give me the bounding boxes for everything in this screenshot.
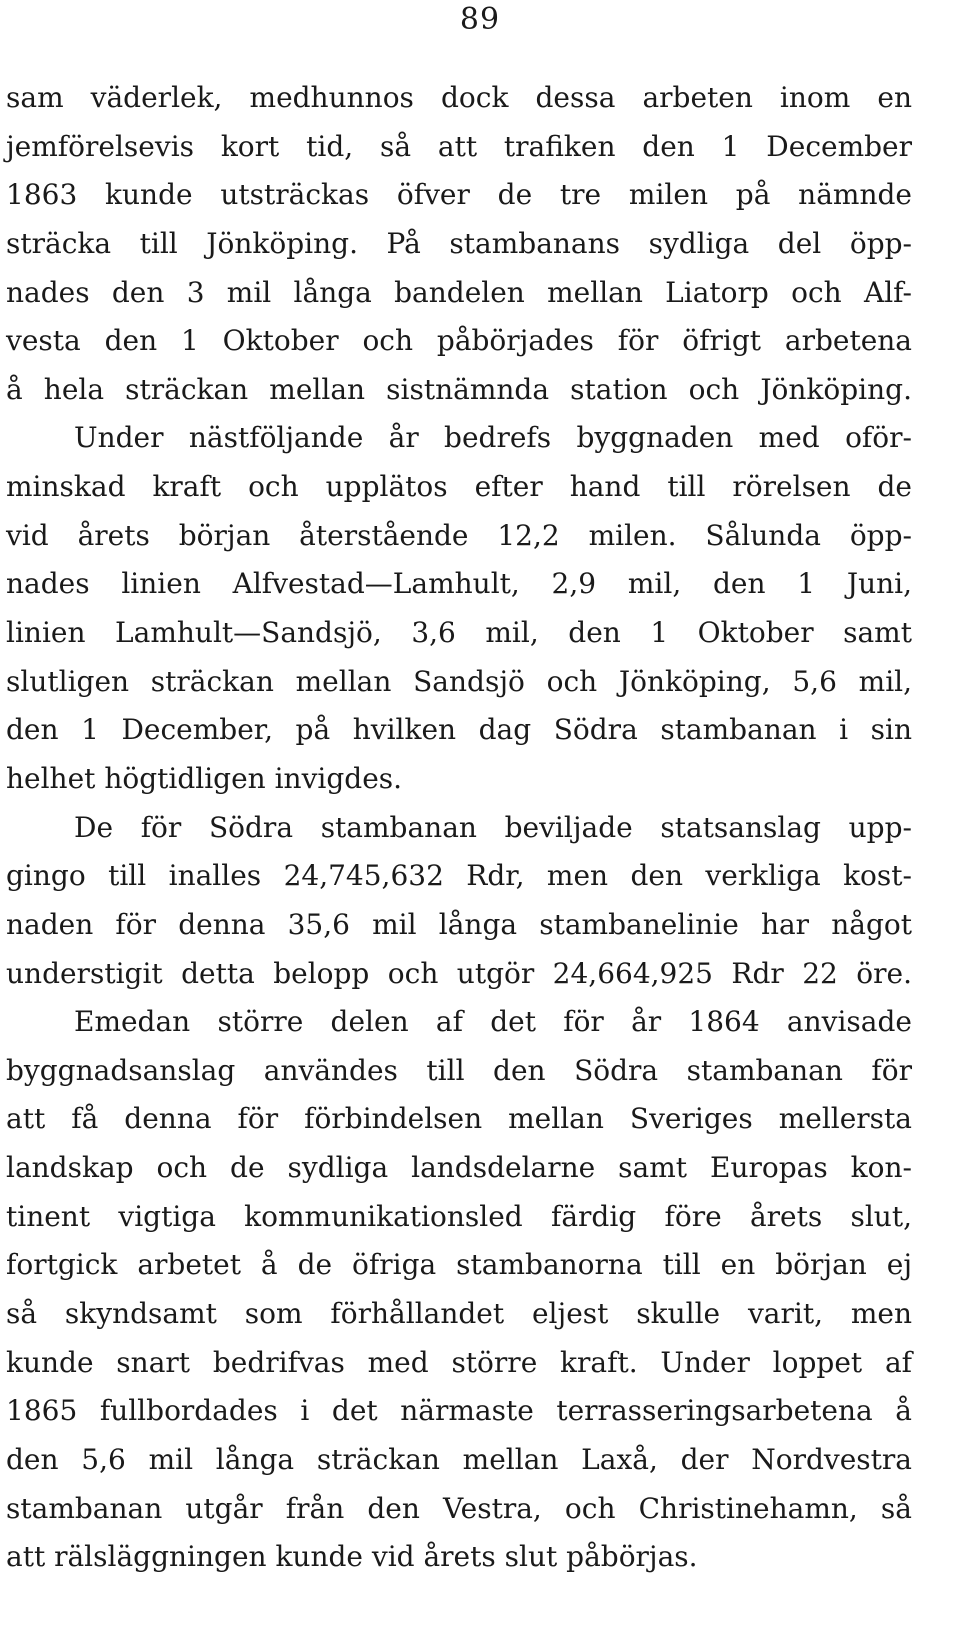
text-line: jemförelsevis kort tid, så att trafiken den 1 December <box>6 129 912 163</box>
text-line: att rälsläggningen kunde vid årets slut påbörjas. <box>6 1540 698 1574</box>
paragraph <box>6 998 912 1582</box>
text-line: fortgick arbetet å de öfriga stambanorna till en början ej <box>6 1248 912 1282</box>
text-line: så skyndsamt som förhållandet eljest skulle varit, men <box>6 1297 912 1331</box>
text-line: 1865 fullbordades i det närmaste terrasseringsarbetena å <box>6 1394 912 1428</box>
text-line: De för Södra stambanan beviljade statsanslag upp- <box>74 810 912 844</box>
body-text <box>6 74 912 1582</box>
text-line: nades den 3 mil långa bandelen mellan Liatorp och Alf- <box>6 275 912 309</box>
text-line: gingo till inalles 24,745,632 Rdr, men den verkliga kost- <box>6 859 912 893</box>
text-line: linien Lamhult—Sandsjö, 3,6 mil, den 1 Oktober samt <box>6 616 912 650</box>
text-line: landskap och de sydliga landsdelarne samt Europas kon- <box>6 1151 912 1185</box>
text-line: vesta den 1 Oktober och påbörjades för öfrigt arbetena <box>6 324 912 358</box>
paragraph <box>6 804 912 999</box>
text-line: vid årets början återstående 12,2 milen. Sålunda öpp- <box>6 518 912 552</box>
text-line: 1863 kunde utsträckas öfver de tre milen på nämnde <box>6 178 912 212</box>
text-line: Under nästföljande år bedrefs byggnaden med oför- <box>74 421 912 455</box>
text-line: slutligen sträckan mellan Sandsjö och Jönköping, 5,6 mil, <box>6 664 912 698</box>
text-line: byggnadsanslag användes till den Södra stambanan för <box>6 1053 912 1087</box>
text-line: sam väderlek, medhunnos dock dessa arbeten inom en <box>6 81 912 114</box>
text-line: nades linien Alfvestad—Lamhult, 2,9 mil, den 1 Juni, <box>6 567 912 601</box>
text-line: tinent vigtiga kommunikationsled färdig före årets slut, <box>6 1199 912 1233</box>
text-line: den 1 December, på hvilken dag Södra stambanan i sin <box>6 713 912 747</box>
text-line: naden för denna 35,6 mil långa stambanelinie har något <box>6 907 912 941</box>
text-line: stambanan utgår från den Vestra, och Christinehamn, så <box>6 1491 912 1525</box>
text-line: den 5,6 mil långa sträckan mellan Laxå, der Nordvestra <box>6 1442 912 1476</box>
text-line: helhet högtidligen invigdes. <box>6 761 403 795</box>
paragraph <box>6 414 912 803</box>
text-line: minskad kraft och upplätos efter hand till rörelsen de <box>6 470 912 504</box>
text-line: kunde snart bedrifvas med större kraft. Under loppet af <box>6 1345 912 1379</box>
text-line: å hela sträckan mellan sistnämnda station och Jönköping. <box>6 372 912 406</box>
text-line: sträcka till Jönköping. På stambanans sydliga del öpp- <box>6 226 912 260</box>
text-line: Emedan större delen af det för år 1864 anvisade <box>74 1005 912 1039</box>
page-number: 89 <box>459 2 501 37</box>
text-line: att få denna för förbindelsen mellan Sveriges mellersta <box>6 1102 912 1136</box>
text-line: understigit detta belopp och utgör 24,664,925 Rdr 22 öre. <box>6 956 912 990</box>
paragraph <box>6 74 912 414</box>
